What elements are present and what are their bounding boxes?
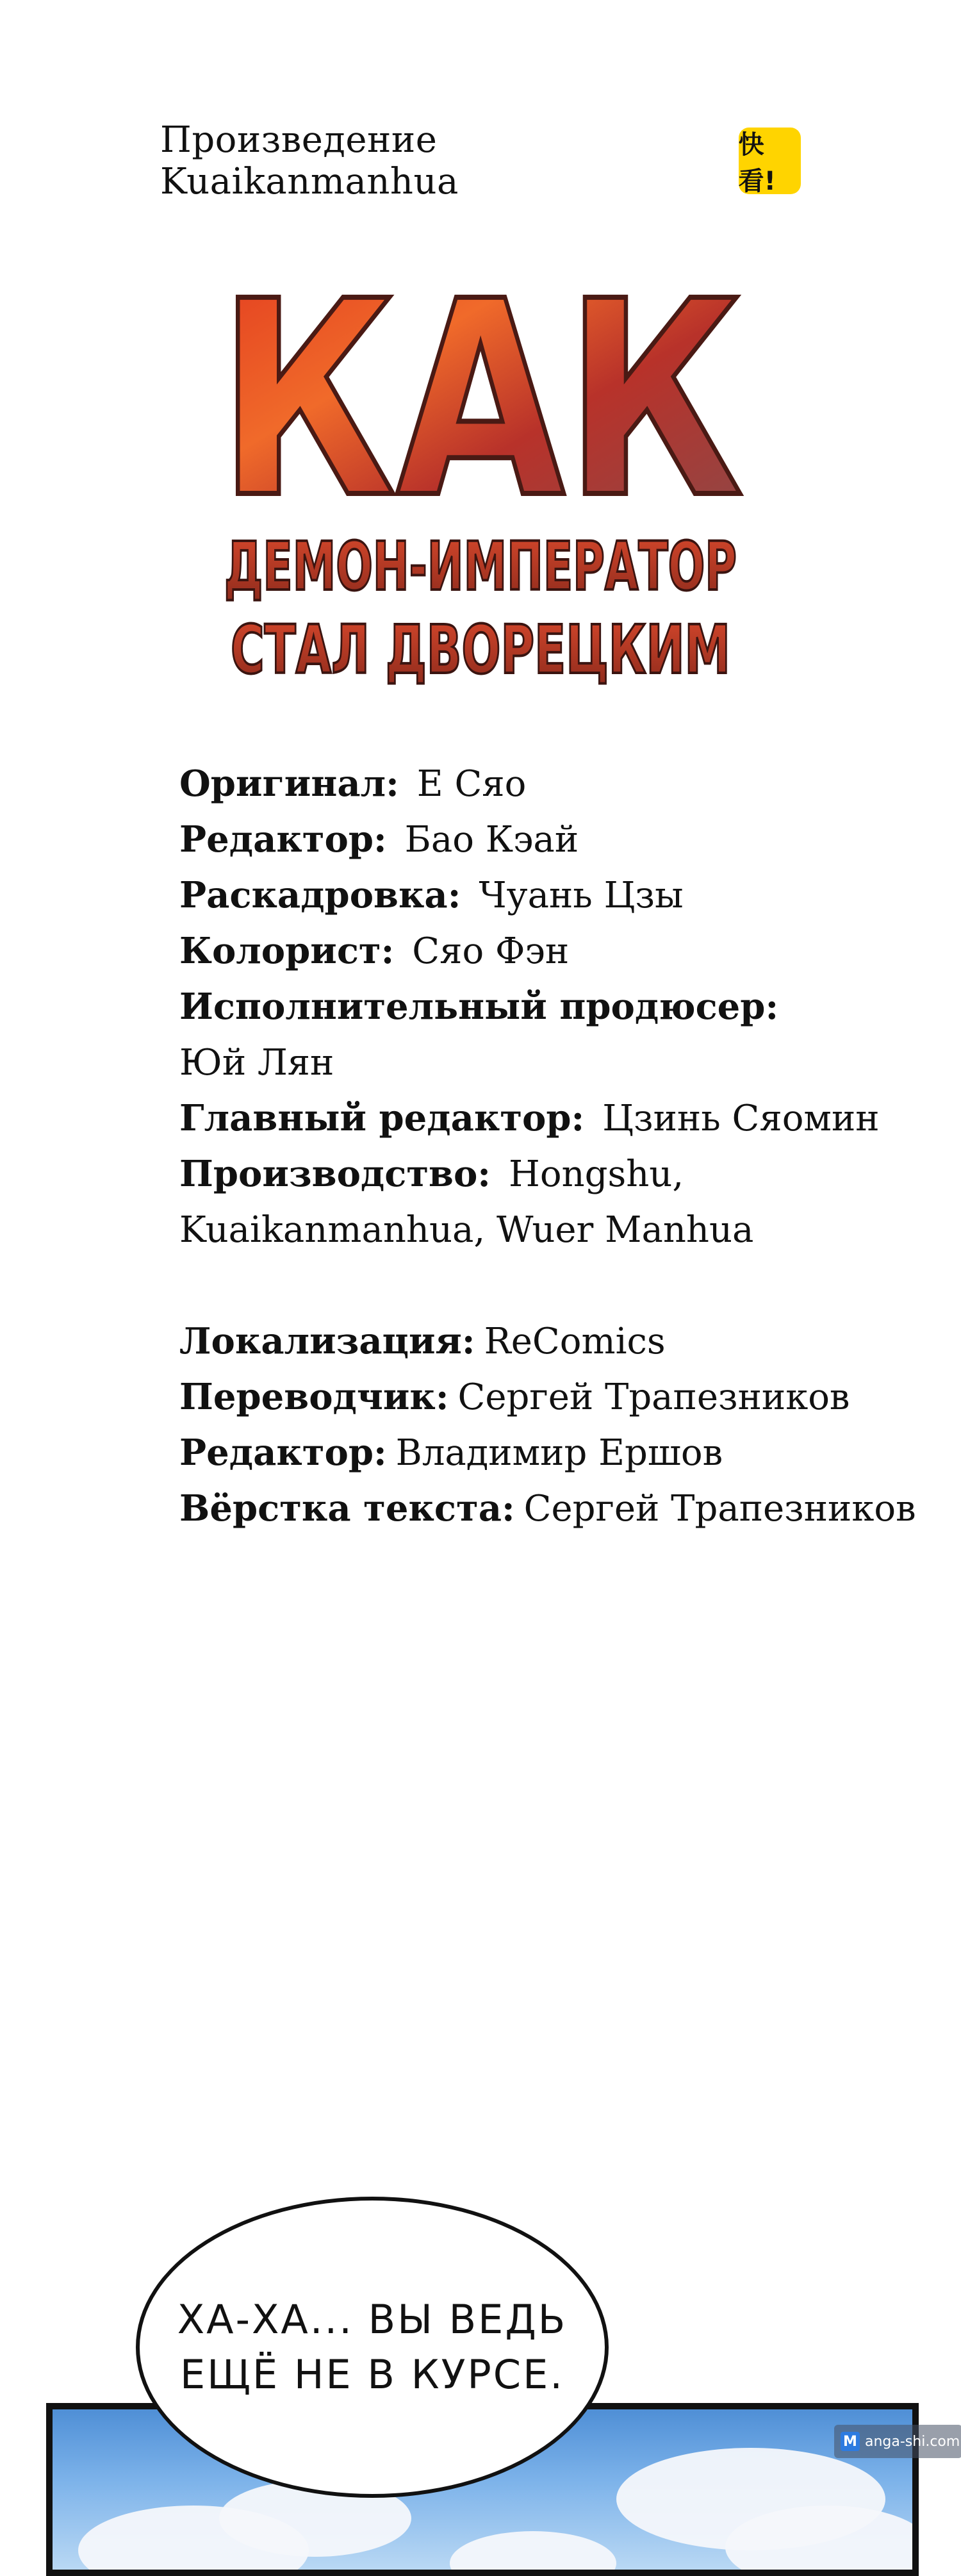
credits-block: [179, 756, 916, 1537]
cloud: [450, 2531, 616, 2576]
logo-big-text: КАК: [218, 244, 743, 557]
loc-value: Сергей Трапезников: [457, 1376, 850, 1418]
credit-value: Kuaikanmanhua, Wuer Manhua: [179, 1209, 754, 1251]
loc-label: Вёрстка текста:: [179, 1487, 515, 1530]
credit-storyboard: [179, 868, 916, 923]
credit-label: Раскадровка:: [179, 874, 461, 916]
credit-label: Редактор:: [179, 818, 387, 861]
loc-value: Владимир Ершов: [395, 1432, 723, 1474]
loc-localization: [179, 1314, 916, 1369]
credit-original: [179, 756, 916, 812]
credit-value: Юй Лян: [179, 1042, 334, 1084]
credit-production: [179, 1146, 916, 1202]
bubble-line-1: ХА-ХА... ВЫ ВЕДЬ: [177, 2296, 568, 2343]
kuaikan-badge: 快看!: [739, 128, 801, 194]
loc-value: ReComics: [484, 1321, 666, 1362]
publisher-text: Произведение Kuaikanmanhua: [160, 119, 459, 202]
credit-producer-value: [179, 1035, 916, 1091]
logo-line2: СТАЛ ДВОРЕЦКИМ: [231, 611, 730, 689]
credit-value: Е Сяо: [416, 763, 527, 805]
credit-label: Производство:: [179, 1153, 491, 1195]
credit-value: Бао Кэай: [404, 819, 579, 861]
speech-bubble: [136, 2197, 609, 2498]
bubble-line-2: ЕЩЁ НЕ В КУРСЕ.: [180, 2351, 564, 2398]
site-watermark: [834, 2425, 961, 2458]
credit-value: Чуань Цзы: [479, 875, 684, 916]
loc-label: Переводчик:: [179, 1376, 449, 1418]
watermark-text: anga-shi.com: [865, 2433, 960, 2450]
credit-value: Цзинь Сяомин: [602, 1098, 880, 1139]
credit-editor: [179, 812, 916, 868]
header: [160, 119, 801, 202]
credit-colorist: [179, 923, 916, 979]
loc-editor: [179, 1425, 916, 1481]
credit-producer: [179, 979, 916, 1035]
credit-value: Сяо Фэн: [412, 930, 570, 972]
title-logo: [205, 244, 756, 705]
watermark-logo-icon: M: [841, 2432, 860, 2451]
credit-production-cont: [179, 1202, 916, 1258]
spacer: [179, 1258, 916, 1314]
loc-value: Сергей Трапезников: [523, 1488, 916, 1530]
logo-line1: ДЕМОН-ИМПЕРАТОР: [224, 527, 737, 606]
loc-typesetting: [179, 1481, 916, 1537]
credit-label: Оригинал:: [179, 763, 399, 805]
credit-label: Главный редактор:: [179, 1097, 585, 1139]
credit-value: Hongshu,: [508, 1153, 684, 1195]
credit-chief-editor: [179, 1091, 916, 1146]
credit-label: Колорист:: [179, 930, 395, 972]
loc-label: Локализация:: [179, 1320, 475, 1362]
loc-label: Редактор:: [179, 1432, 387, 1474]
loc-translator: [179, 1369, 916, 1425]
credit-label: Исполнительный продюсер:: [179, 986, 779, 1028]
